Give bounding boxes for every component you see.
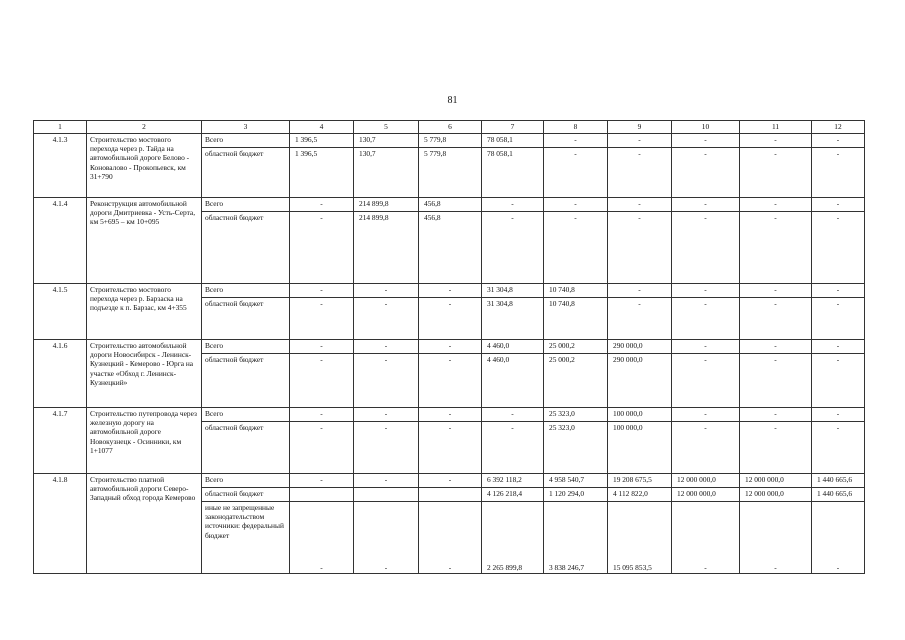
amount-cell: 4 460,0 (482, 340, 544, 354)
column-header: 8 (544, 121, 608, 134)
amount-cell: - (740, 502, 812, 574)
amount-cell: 3 838 246,7 (544, 502, 608, 574)
page-number: 81 (447, 95, 458, 106)
amount-cell: - (672, 148, 740, 198)
amount-cell: 12 000 000,0 (740, 488, 812, 502)
amount-cell: - (354, 298, 419, 340)
item-name: Строительство мостового перехода через р. Барзаска на подъезде к п. Барзас, км 4+355 (87, 284, 202, 340)
table-body (34, 134, 865, 574)
amount-cell: - (672, 422, 740, 474)
amount-cell: - (812, 148, 865, 198)
amount-cell: - (812, 502, 865, 574)
column-header: 7 (482, 121, 544, 134)
funding-source: областной бюджет (202, 422, 290, 474)
amount-cell: - (419, 340, 482, 354)
amount-cell: - (419, 284, 482, 298)
amount-cell: - (812, 212, 865, 284)
amount-cell: - (672, 212, 740, 284)
amount-cell: - (740, 298, 812, 340)
amount-cell: - (740, 212, 812, 284)
item-name: Реконструкция автомобильной дороги Дмитриевка - Усть-Серта, км 5+695 – км 10+095 (87, 198, 202, 284)
table-row (34, 340, 865, 354)
amount-cell: - (354, 422, 419, 474)
column-header: 6 (419, 121, 482, 134)
amount-cell: - (740, 340, 812, 354)
amount-cell: 12 000 000,0 (672, 474, 740, 488)
amount-cell: - (419, 408, 482, 422)
amount-cell: - (544, 198, 608, 212)
amount-cell (354, 488, 419, 502)
amount-cell: - (290, 474, 354, 488)
amount-cell: - (812, 340, 865, 354)
amount-cell: - (419, 422, 482, 474)
amount-cell: - (812, 298, 865, 340)
item-number: 4.1.4 (34, 198, 87, 284)
amount-cell: - (608, 284, 672, 298)
amount-cell: - (354, 284, 419, 298)
amount-cell: 25 000,2 (544, 340, 608, 354)
amount-cell: - (290, 198, 354, 212)
amount-cell: - (354, 354, 419, 408)
amount-cell: - (419, 354, 482, 408)
amount-cell: 290 000,0 (608, 354, 672, 408)
column-header: 12 (812, 121, 865, 134)
amount-cell: 78 058,1 (482, 134, 544, 148)
amount-cell: - (812, 134, 865, 148)
amount-cell: 12 000 000,0 (740, 474, 812, 488)
amount-cell: - (482, 408, 544, 422)
amount-cell: - (672, 198, 740, 212)
amount-cell: 12 000 000,0 (672, 488, 740, 502)
column-header: 9 (608, 121, 672, 134)
funding-source: областной бюджет (202, 148, 290, 198)
amount-cell: - (740, 408, 812, 422)
amount-cell: - (812, 408, 865, 422)
amount-cell: 10 740,8 (544, 298, 608, 340)
amount-cell: - (354, 408, 419, 422)
amount-cell: 290 000,0 (608, 340, 672, 354)
item-number: 4.1.6 (34, 340, 87, 408)
column-header: 11 (740, 121, 812, 134)
amount-cell: - (740, 284, 812, 298)
column-header: 4 (290, 121, 354, 134)
amount-cell: - (608, 134, 672, 148)
amount-cell: 1 396,5 (290, 148, 354, 198)
amount-cell: - (419, 298, 482, 340)
amount-cell: 25 000,2 (544, 354, 608, 408)
column-header: 1 (34, 121, 87, 134)
column-header: 2 (87, 121, 202, 134)
table-row (34, 474, 865, 488)
table-row (34, 134, 865, 148)
amount-cell: - (608, 198, 672, 212)
amount-cell: - (812, 354, 865, 408)
amount-cell: - (740, 198, 812, 212)
amount-cell: 6 392 118,2 (482, 474, 544, 488)
amount-cell: - (672, 298, 740, 340)
funding-source: Всего (202, 284, 290, 298)
funding-source: иные не запрещенные законодательством источники: федеральный бюджет (202, 502, 290, 574)
amount-cell: 2 265 899,8 (482, 502, 544, 574)
item-name: Строительство мостового перехода через р. Тайда на автомобильной дороге Белово - Коновалово - Прокопьевск, км 31+790 (87, 134, 202, 198)
amount-cell: - (672, 340, 740, 354)
amount-cell: - (290, 502, 354, 574)
amount-cell: - (419, 502, 482, 574)
amount-cell: - (740, 354, 812, 408)
amount-cell (419, 488, 482, 502)
amount-cell: - (672, 134, 740, 148)
amount-cell: - (740, 148, 812, 198)
amount-cell: 456,8 (419, 212, 482, 284)
item-number: 4.1.7 (34, 408, 87, 474)
column-header: 10 (672, 121, 740, 134)
amount-cell: - (354, 502, 419, 574)
item-number: 4.1.8 (34, 474, 87, 574)
amount-cell: - (740, 134, 812, 148)
amount-cell: - (812, 422, 865, 474)
item-number: 4.1.3 (34, 134, 87, 198)
amount-cell: - (354, 340, 419, 354)
amount-cell: - (290, 408, 354, 422)
item-name: Строительство автомобильной дороги Новосибирск - Ленинск-Кузнецкий - Кемерово - Юрга на участке «Обход г. Ленинск-Кузнецкий» (87, 340, 202, 408)
amount-cell: - (672, 354, 740, 408)
amount-cell: - (544, 148, 608, 198)
amount-cell: 19 208 675,5 (608, 474, 672, 488)
amount-cell: - (290, 422, 354, 474)
amount-cell: 214 899,8 (354, 198, 419, 212)
amount-cell: 4 460,0 (482, 354, 544, 408)
amount-cell: - (290, 354, 354, 408)
funding-source: Всего (202, 340, 290, 354)
funding-source: областной бюджет (202, 488, 290, 502)
column-header: 3 (202, 121, 290, 134)
funding-source: Всего (202, 474, 290, 488)
amount-cell: - (544, 134, 608, 148)
amount-cell: 1 120 294,0 (544, 488, 608, 502)
amount-cell: - (740, 422, 812, 474)
amount-cell: 5 779,8 (419, 134, 482, 148)
amount-cell: - (812, 198, 865, 212)
funding-source: областной бюджет (202, 212, 290, 284)
amount-cell: - (419, 474, 482, 488)
amount-cell: 130,7 (354, 148, 419, 198)
amount-cell: 31 304,8 (482, 284, 544, 298)
amount-cell: - (544, 212, 608, 284)
amount-cell: - (290, 340, 354, 354)
amount-cell: - (812, 284, 865, 298)
amount-cell: 31 304,8 (482, 298, 544, 340)
amount-cell: 4 958 540,7 (544, 474, 608, 488)
program-funding-table (33, 120, 865, 574)
column-header: 5 (354, 121, 419, 134)
funding-source: Всего (202, 198, 290, 212)
table-header (34, 121, 865, 134)
item-number: 4.1.5 (34, 284, 87, 340)
amount-cell: - (608, 212, 672, 284)
amount-cell: - (482, 212, 544, 284)
amount-cell: 25 323,0 (544, 408, 608, 422)
amount-cell: 1 440 665,6 (812, 488, 865, 502)
amount-cell: 10 740,8 (544, 284, 608, 298)
funding-source: областной бюджет (202, 354, 290, 408)
amount-cell: 456,8 (419, 198, 482, 212)
funding-source: Всего (202, 408, 290, 422)
funding-source: Всего (202, 134, 290, 148)
amount-cell: 214 899,8 (354, 212, 419, 284)
amount-cell: - (290, 212, 354, 284)
amount-cell (290, 488, 354, 502)
amount-cell: 15 095 853,5 (608, 502, 672, 574)
amount-cell: 78 058,1 (482, 148, 544, 198)
amount-cell: - (482, 198, 544, 212)
amount-cell: 1 396,5 (290, 134, 354, 148)
amount-cell: - (672, 408, 740, 422)
amount-cell: 130,7 (354, 134, 419, 148)
amount-cell: 4 126 218,4 (482, 488, 544, 502)
amount-cell: 25 323,0 (544, 422, 608, 474)
amount-cell: - (290, 298, 354, 340)
table-row (34, 408, 865, 422)
table-row (34, 284, 865, 298)
funding-source: областной бюджет (202, 298, 290, 340)
item-name: Строительство платной автомобильной дороги Северо-Западный обход города Кемерово (87, 474, 202, 574)
table-row (34, 198, 865, 212)
amount-cell: - (672, 284, 740, 298)
amount-cell: - (482, 422, 544, 474)
item-name: Строительство путепровода через железную дорогу на автомобильной дороге Новокузнецк - Осинники, км 1+1077 (87, 408, 202, 474)
amount-cell: - (354, 474, 419, 488)
amount-cell: - (290, 284, 354, 298)
amount-cell: - (608, 148, 672, 198)
amount-cell: 4 112 822,0 (608, 488, 672, 502)
amount-cell: 1 440 665,6 (812, 474, 865, 488)
amount-cell: 100 000,0 (608, 422, 672, 474)
amount-cell: - (608, 298, 672, 340)
amount-cell: 5 779,8 (419, 148, 482, 198)
amount-cell: - (672, 502, 740, 574)
amount-cell: 100 000,0 (608, 408, 672, 422)
